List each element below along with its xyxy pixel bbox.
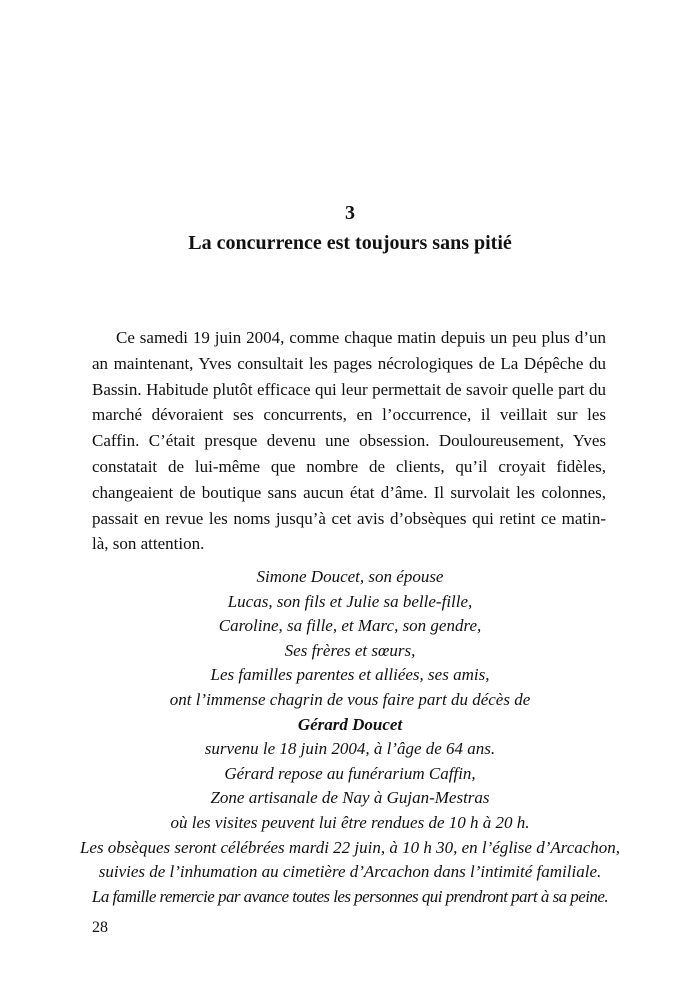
page-number: 28 [92, 919, 108, 936]
chapter-title: La concurrence est toujours sans pitié [188, 232, 512, 254]
notice-line: ont l’immense chagrin de vous faire part du décès de [169, 689, 531, 709]
notice-line: Les familles parentes et alliées, ses amis, [210, 665, 490, 685]
body-paragraph: Ce samedi 19 juin 2004, comme chaque matin depuis un peu plus d’un an maintenant, Yves consultait les pages nécrologiques de La Dépêche du Bassin. Habitude plutôt efficace qui leur permettait de savoir quelle part du marché dévoraient ses concurrents, en l’occurrence, il veillait sur les Caffin. C’était presque devenu une obsession. Douloureusement, Yves constatait de lui-même que nombre de clients, qu’il croyait fidèles, changeaient de boutique sans aucun état d’âme. Il survolait les colonnes, passait en revue les noms jusqu’à cet avis d’obsèques qui retint ce matin-là, son attention. [92, 328, 606, 554]
chapter-number: 3 [345, 202, 355, 224]
notice-line: Simone Doucet, son épouse [256, 567, 444, 586]
notice-line: Zone artisanale de Nay à Gujan-Mestras [210, 788, 490, 808]
notice-line: où les visites peuvent lui être rendues de 10 h à 20 h. [170, 812, 530, 832]
notice-line: Gérard repose au funérarium Caffin, [224, 763, 476, 783]
notice-line: Ses frères et sœurs, [284, 640, 416, 660]
notice-line: Les obsèques seront célébrées mardi 22 juin, à 10 h 30, en l’église d’Arcachon, [79, 837, 621, 857]
notice-line: Caroline, sa fille, et Marc, son gendre, [218, 616, 482, 636]
notice-line: suivies de l’inhumation au cimetière d’Arcachon dans l’intimité familiale. [98, 862, 602, 882]
notice-line: Lucas, son fils et Julie sa belle-fille, [227, 591, 473, 611]
obituary-notice [40, 565, 660, 909]
notice-closing: La famille remercie par avance toutes les personnes qui prendront part à sa peine. [91, 886, 609, 906]
deceased-name: Gérard Doucet [297, 714, 403, 734]
notice-line: survenu le 18 juin 2004, à l’âge de 64 ans. [204, 739, 496, 759]
